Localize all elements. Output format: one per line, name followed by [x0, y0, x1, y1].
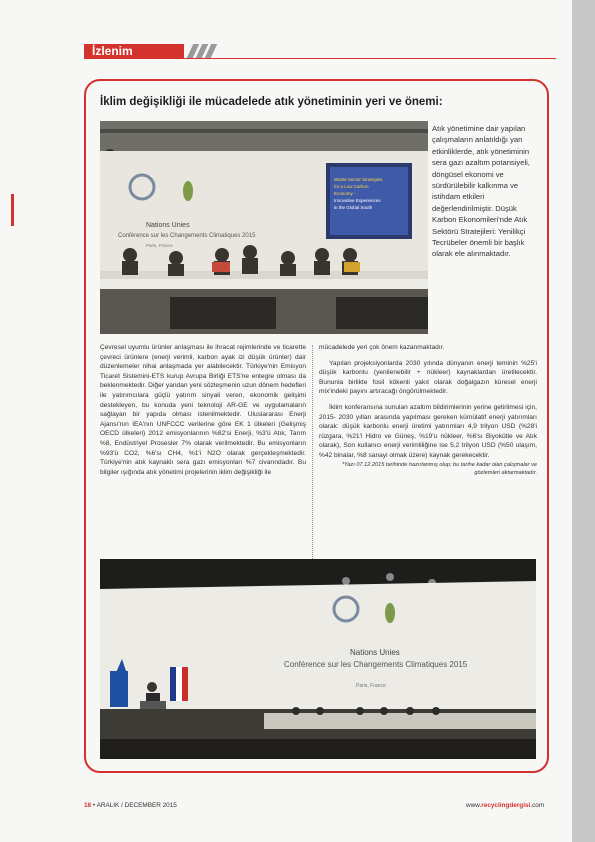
right-column [319, 343, 537, 477]
right-paragraph-2: Yapılan projeksiyonlarda 2030 yılında dünyanın enerji teminin %25'i düşük karbonlu (yenilenebilir + nükleer) kaynaklardan üretilecektir. Bununla birlikte fosil kökenli yakıt olarak doğalgazın küresel enerji mix'indeki payını artıracağı öngörülmektedir. [319, 359, 537, 396]
issue-date: ARALIK / DECEMBER 2015 [96, 802, 177, 809]
sidebar-text: Atık yönetimine dair yapılan çalışmaların anlatıldığı yan etkinliklerde, atık yönetiminin sera gazı azaltım potansiyeli, döngüsel ekonomi ve sürdürülebilir kalkınma ve istihdam etkileri değerlendirilmiştir. Düşük Karbon Ekonomileri'nde Atık Sektörü Stratejileri: Yenilikçi Tecrübeler önemli bir başlık olarak ele alınmaktadır. [432, 124, 530, 259]
svg-text:Nations Unies: Nations Unies [350, 648, 400, 657]
section-label: İzlenim [92, 44, 133, 58]
website-prefix: www. [466, 802, 482, 809]
article-headline: İklim değişikliği ile mücadelede atık yönetiminin yeri ve önemi: [100, 96, 443, 108]
right-paragraph-3: İklim konferansına sunulan azaltım bildirimlerinin yerine getirilmesi için, 2015- 2030 yılları arasında yapılması gereken kümülatif enerji yatırımları olarak: düşük karbonlu enerji üretimi yatırımları 4,9 trilyon USD (%28'i rüzgara, %21'i Hidro ve Güneş, %19'u nükleer, %6'sı Biyokütle ve Atık olarak), Son kullanıcı enerji verimliliğine ise 5,2 trilyon USD (%50 ulaşım, %42 binalar, %8 sanayi olmak üzere) kaynak gerekecektir. [319, 403, 537, 459]
footer-website[interactable] [466, 802, 544, 809]
svg-text:Conférence sur les Changements: Conférence sur les Changements Climatiques 2015 [118, 233, 256, 239]
header-rule [84, 58, 556, 59]
svg-text:Paris, France: Paris, France [356, 683, 386, 689]
svg-text:in the Global South: in the Global South [334, 205, 373, 210]
footnote: *Yazı 07.12.2015 tarihinde hazırlanmış olup; bu tarihe kadar olan çalışmalar ve gözlemleri aktarmaktadır. [341, 461, 537, 476]
svg-text:Paris, France: Paris, France [146, 243, 173, 248]
website-suffix: .com [530, 802, 545, 809]
conference-panel-photo [100, 121, 428, 334]
svg-text:Conférence sur les Changements: Conférence sur les Changements Climatiques 2015 [284, 660, 468, 669]
column-divider [312, 345, 313, 565]
margin-mark [11, 194, 14, 226]
svg-text:Innovative Experiences: Innovative Experiences [334, 198, 381, 203]
website-brand: recyclingdergisi [481, 802, 531, 809]
svg-text:Economy -: Economy - [334, 191, 356, 196]
svg-text:for a Low Carbon: for a Low Carbon [334, 184, 369, 189]
page-number: 18 [84, 802, 92, 809]
footer-left [84, 802, 177, 809]
svg-text:Waste Sector Strategies: Waste Sector Strategies [334, 177, 383, 182]
left-column [100, 343, 306, 477]
footer-bullet: • [92, 802, 97, 809]
scan-spine-edge [572, 0, 595, 842]
conference-stage-photo [100, 559, 536, 759]
svg-text:Nations Unies: Nations Unies [146, 222, 190, 229]
right-paragraph-1: mücadelede yeri çok önem kazanmaktadır. [319, 344, 445, 351]
left-column-text: Çevresel uyumlu ürünler anlaşması ile ihracat rejimlerinde ve ticarette çevreci ürünlere (enerji verimli, karbon ayak izi düşük ürünler) dair düzenlemeler nihai anlaşmada yer alabilecektir. Türkiye'nin Emisyon Ticaret Sistemini-ETS kurup Avrupa Birliği ETS'ne entegre olması da beklenmektedir. Diğer yandan yeni sözleşmenin uzun dönem hedefleri ile yatırımcılara güçlü yatırım sinyali veren, ekonomik gelişimi destekleyen, bu konuda yeni teknoloji AR-GE ve uygulamaların sağlayan bir yapıda olması istenilmektedir. Uluslararası Enerji Ajansı'nın IEA'nın UNFCCC verilerine göre EK 1 ülkeleri (Gelişmiş OECD ülkeleri) 2012 emisyonlarının %82'si Enerji, %3'ü Atık, Tarım %8, Endüstriyel Prosesler 7% olarak verilmektedir. Bu emisyonların %93'ü CO2, %6'sı CH4, %1'i N2O olarak gerçekleşmektedir. Türkiye'nin atık kaynaklı sera gazı emisyonları %7 civarındadır. Bu bilgiler ışığında atık yönetimi projelerinin iklim değişikliği ile [100, 344, 306, 476]
